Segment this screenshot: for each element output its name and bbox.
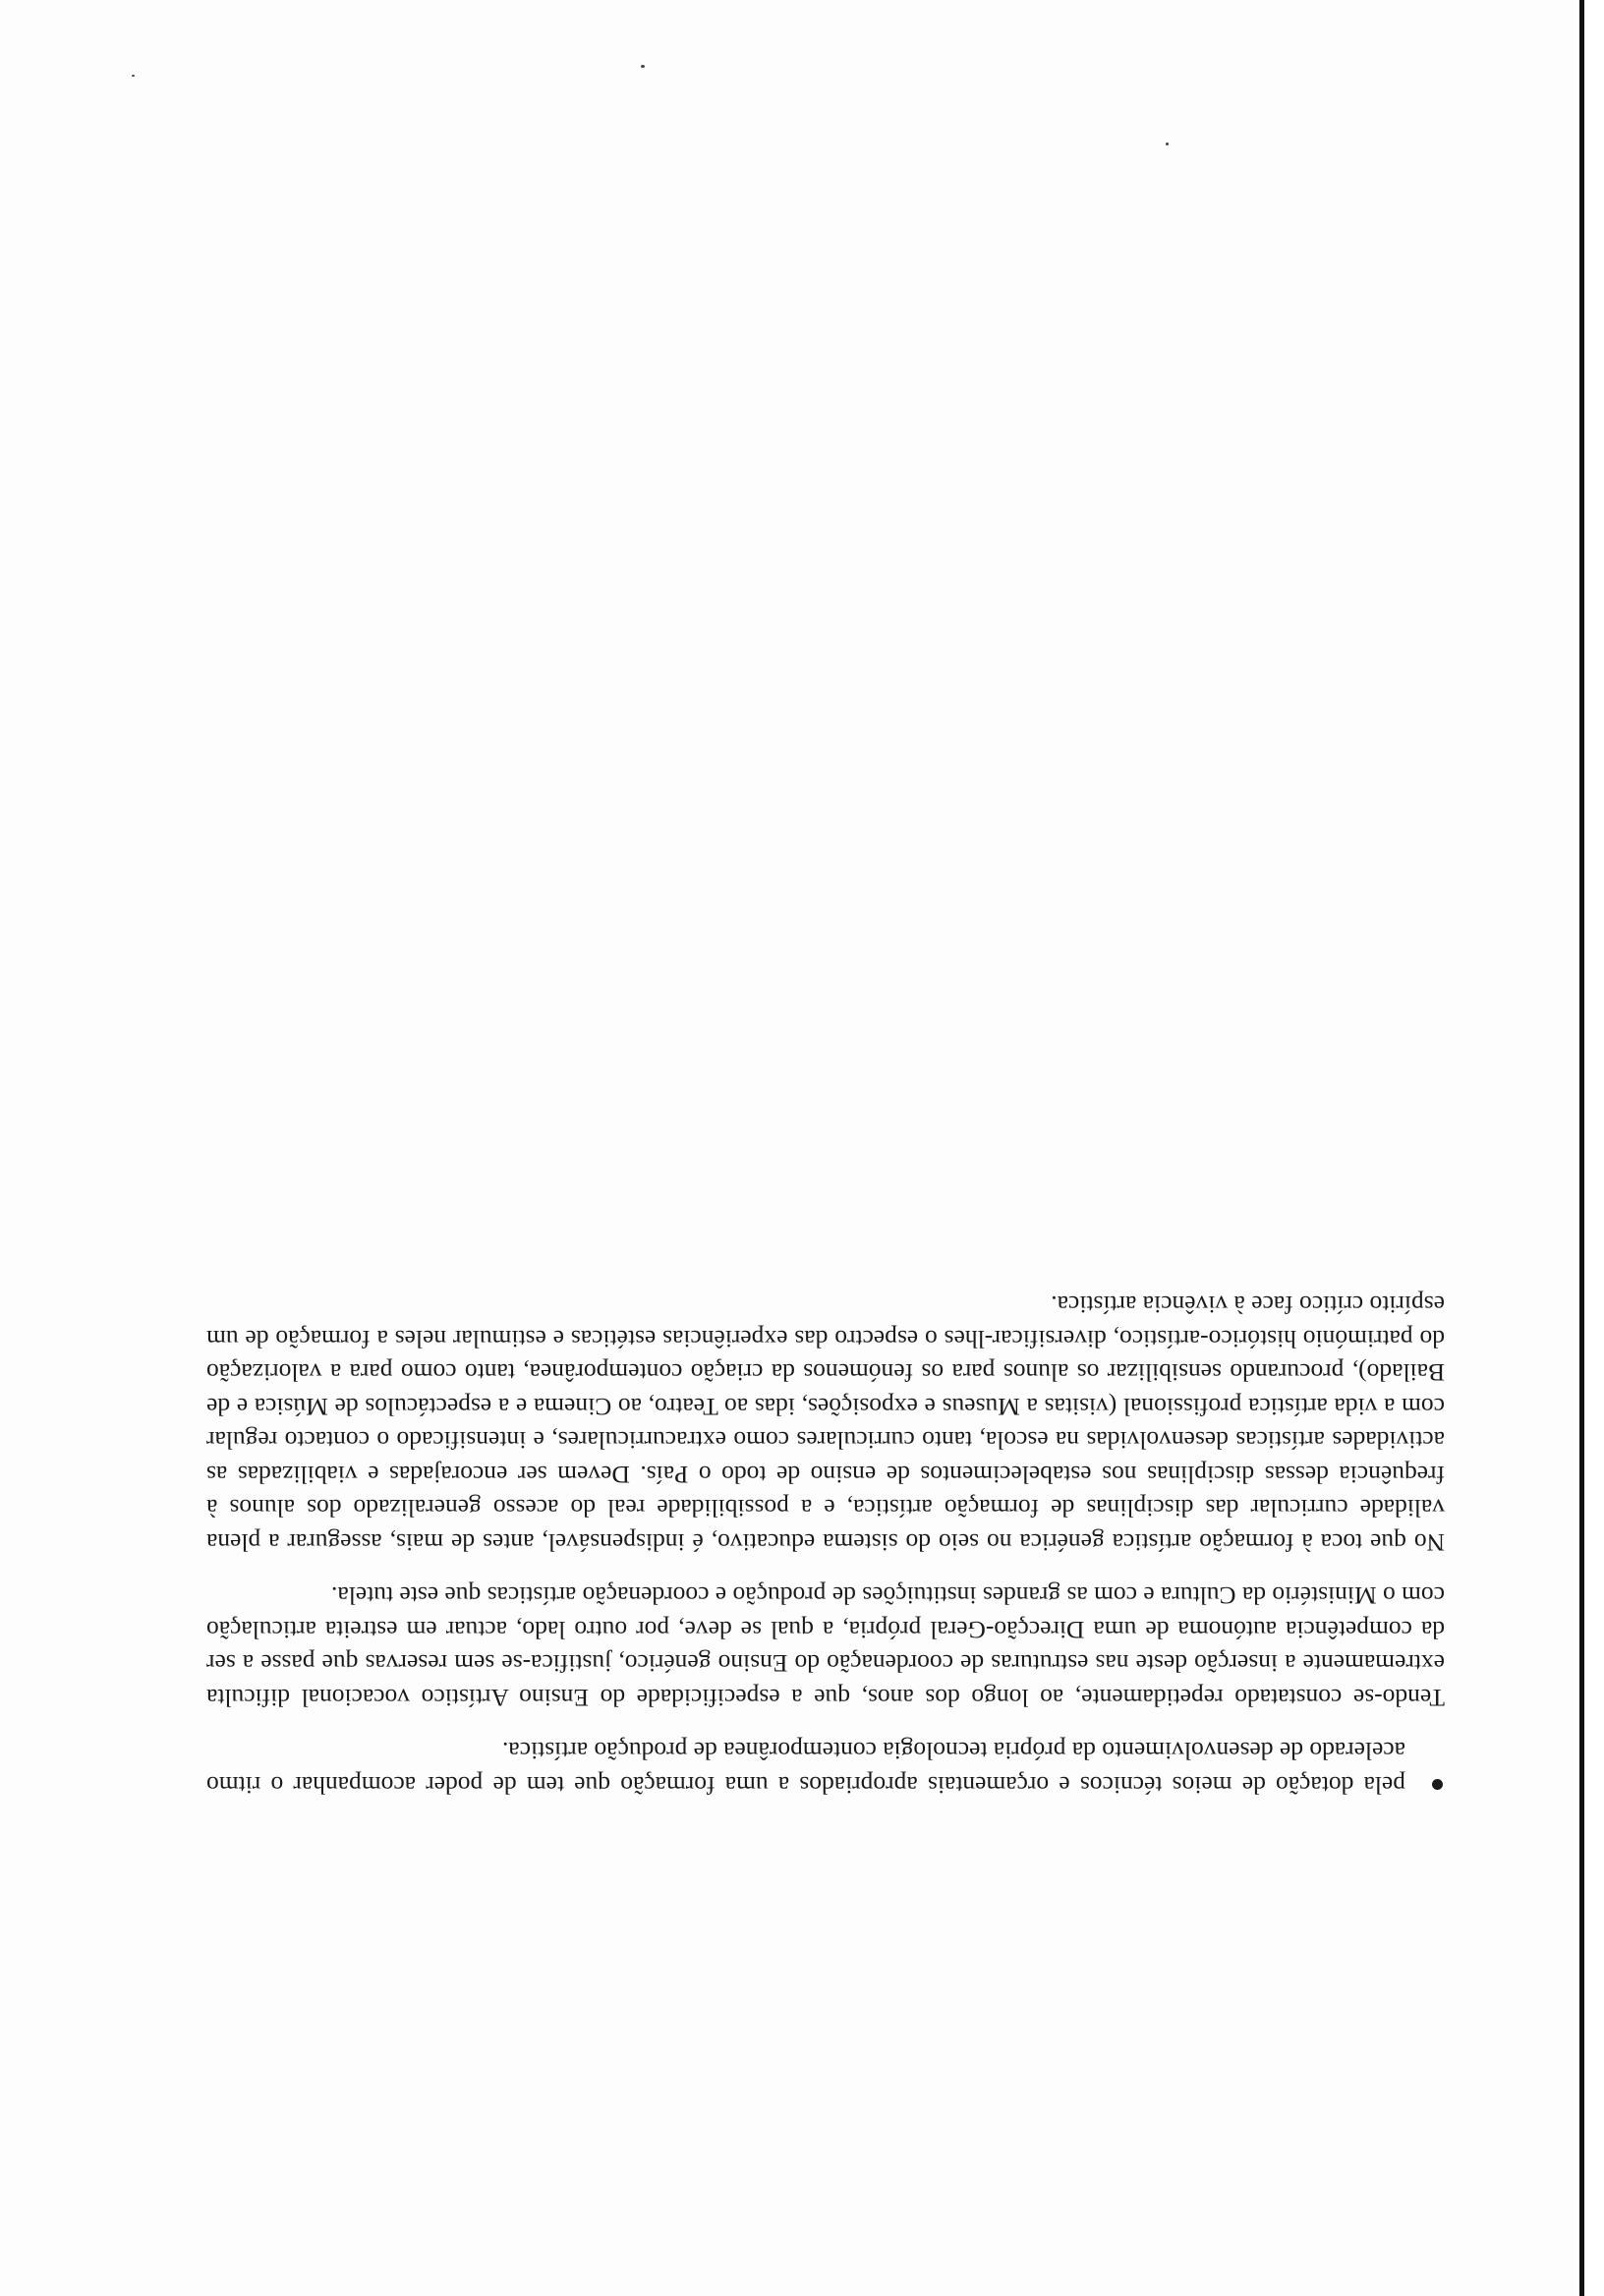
scan-edge-line — [1579, 0, 1584, 2296]
bullet-item — [206, 1734, 1445, 1802]
scan-speck — [132, 75, 135, 77]
scan-margin — [1584, 0, 1604, 2296]
paragraph-formacao-generica: No que toca à formação artística genérica no seio do sistema educativo, é indispensável, antes de mais, assegurar a plena validade curricular das disciplinas de formação artística, e a possibilidade real do acesso generalizado dos alunos à frequência dessas disciplinas nos estabelecimentos de ensino de todo o País. Devem ser encorajadas e viabilizadas as actividades artísticas desenvolvidas na escola, tanto curriculares como extracurriculares, e intensificado o contacto regular com a vida artística profissional (visitas a Museus e exposições, idas ao Teatro, ao Cinema e a espectáculos de Música e de Bailado), procurando sensibilizar os alunos para os fenómenos da criação contemporânea, tanto como para a valorização do património histórico-artístico, diversificar-lhes o espectro das experiências estéticas e estimular neles a formação de um espírito crítico face à vivência artística. — [206, 1291, 1445, 1557]
scan-speck — [1166, 143, 1169, 145]
paragraph-direccao-geral: Tendo-se constatado repetidamente, ao longo dos anos, que a especificidade do Ensino Artístico vocacional dificulta extremamente a inserção deste nas estruturas de coordenação do Ensino genérico, justifica-se sem reservas que passe a ser da competência autónoma de uma Direcção-Geral própria, a qual se deve, por outro lado, actuar em estreita articulação com o Ministério da Cultura e com as grandes instituições de produção e coordenação artísticas que este tutela. — [206, 1581, 1445, 1712]
scan-speck — [641, 65, 645, 68]
rotated-text-block — [206, 1268, 1445, 1802]
bullet-dot-icon — [1432, 1779, 1443, 1790]
bullet-text: pela dotação de meios técnicos e orçamentais apropriados a uma formação que tem de poder acompanhar o ritmo acelerado de desenvolvimento da própria tecnologia contemporânea de produção artística. — [206, 1737, 1405, 1800]
